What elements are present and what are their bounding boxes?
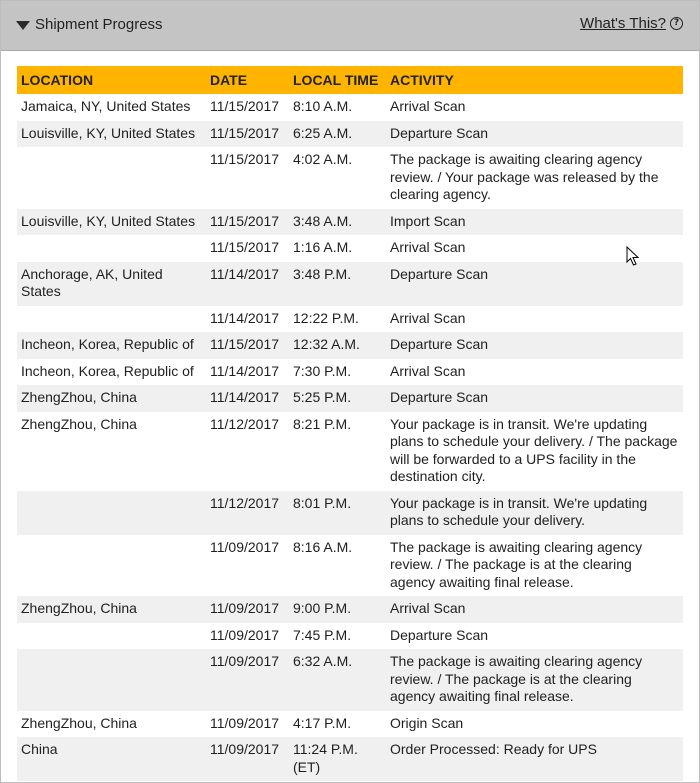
cell-time: 8:16 A.M. — [289, 535, 386, 597]
column-header-local-time: LOCAL TIME — [289, 66, 386, 94]
cell-activity: Your package is in transit. We're updating plans to schedule your delivery. / The package will be forwarded to a UPS facility in the destination city. — [386, 412, 683, 491]
table-row — [17, 491, 683, 535]
panel-header — [1, 1, 699, 51]
cell-activity: Departure Scan — [386, 332, 683, 359]
cell-date: 11/09/2017 — [206, 737, 289, 781]
cell-time: 4:17 P.M. — [289, 711, 386, 738]
cell-date: 11/14/2017 — [206, 262, 289, 306]
table-row — [17, 412, 683, 491]
cell-date: 11/15/2017 — [206, 332, 289, 359]
cell-date: 11/14/2017 — [206, 306, 289, 333]
cell-time: 3:48 A.M. — [289, 209, 386, 236]
shipment-progress-table — [17, 66, 683, 781]
cell-activity: Departure Scan — [386, 385, 683, 412]
cell-date: 11/15/2017 — [206, 94, 289, 121]
cell-location — [17, 147, 206, 209]
table-row — [17, 262, 683, 306]
cell-activity: Arrival Scan — [386, 359, 683, 386]
cell-date: 11/14/2017 — [206, 359, 289, 386]
cell-location — [17, 535, 206, 597]
cell-activity: The package is awaiting clearing agency review. / Your package was released by the clearing agency. — [386, 147, 683, 209]
cell-location — [17, 235, 206, 262]
cell-date: 11/12/2017 — [206, 491, 289, 535]
table-row — [17, 306, 683, 333]
cell-location: Louisville, KY, United States — [17, 209, 206, 236]
cell-date: 11/09/2017 — [206, 596, 289, 623]
cell-time: 3:48 P.M. — [289, 262, 386, 306]
cell-activity: Arrival Scan — [386, 596, 683, 623]
table-row — [17, 737, 683, 781]
cell-activity: Import Scan — [386, 209, 683, 236]
cell-location: Jamaica, NY, United States — [17, 94, 206, 121]
cell-location: ZhengZhou, China — [17, 596, 206, 623]
cell-date: 11/12/2017 — [206, 412, 289, 491]
column-header-activity: ACTIVITY — [386, 66, 683, 94]
cell-date: 11/15/2017 — [206, 209, 289, 236]
table-row — [17, 385, 683, 412]
table-row — [17, 649, 683, 711]
mouse-cursor-icon — [626, 246, 640, 266]
cell-time: 9:00 P.M. — [289, 596, 386, 623]
column-header-location: LOCATION — [17, 66, 206, 94]
cell-activity: Arrival Scan — [386, 235, 683, 262]
cell-time: 1:16 A.M. — [289, 235, 386, 262]
whats-this-link[interactable]: What's This? — [580, 15, 666, 32]
cell-location: ZhengZhou, China — [17, 412, 206, 491]
cell-activity: Arrival Scan — [386, 306, 683, 333]
cell-location: China — [17, 737, 206, 781]
column-header-date: DATE — [206, 66, 289, 94]
cell-activity: Departure Scan — [386, 121, 683, 148]
shipment-progress-toggle[interactable] — [16, 16, 163, 33]
table-row — [17, 147, 683, 209]
cell-location: Louisville, KY, United States — [17, 121, 206, 148]
cell-time: 4:02 A.M. — [289, 147, 386, 209]
cell-activity: Your package is in transit. We're updating plans to schedule your delivery. — [386, 491, 683, 535]
cell-activity: Arrival Scan — [386, 94, 683, 121]
panel-title: Shipment Progress — [35, 16, 163, 33]
cell-time: 6:32 A.M. — [289, 649, 386, 711]
cell-location — [17, 649, 206, 711]
table-row — [17, 94, 683, 121]
cell-time: 7:45 P.M. — [289, 623, 386, 650]
cell-activity: The package is awaiting clearing agency review. / The package is at the clearing agency awaiting final release. — [386, 535, 683, 597]
cell-date: 11/15/2017 — [206, 121, 289, 148]
cell-time: 8:10 A.M. — [289, 94, 386, 121]
table-row — [17, 209, 683, 236]
table-row — [17, 596, 683, 623]
cell-activity: The package is awaiting clearing agency review. / The package is at the clearing agency awaiting final release. — [386, 649, 683, 711]
table-row — [17, 711, 683, 738]
cell-date: 11/09/2017 — [206, 623, 289, 650]
cell-date: 11/15/2017 — [206, 147, 289, 209]
table-row — [17, 121, 683, 148]
table-row — [17, 623, 683, 650]
cell-location: Incheon, Korea, Republic of — [17, 359, 206, 386]
question-circle-icon[interactable]: ? — [670, 17, 683, 30]
cell-location — [17, 491, 206, 535]
whats-this-help[interactable] — [580, 15, 683, 32]
cell-location: Anchorage, AK, United States — [17, 262, 206, 306]
cell-location: ZhengZhou, China — [17, 385, 206, 412]
shipment-progress-table-wrap — [17, 66, 683, 781]
cell-time: 8:01 P.M. — [289, 491, 386, 535]
cell-time: 11:24 P.M. (ET) — [289, 737, 386, 781]
cell-location: ZhengZhou, China — [17, 711, 206, 738]
table-row — [17, 535, 683, 597]
cell-location — [17, 623, 206, 650]
cell-location: Incheon, Korea, Republic of — [17, 332, 206, 359]
cell-activity: Order Processed: Ready for UPS — [386, 737, 683, 781]
cell-date: 11/14/2017 — [206, 385, 289, 412]
cell-activity: Origin Scan — [386, 711, 683, 738]
cell-time: 8:21 P.M. — [289, 412, 386, 491]
table-header-row — [17, 66, 683, 94]
caret-down-icon — [16, 21, 30, 30]
cell-date: 11/09/2017 — [206, 535, 289, 597]
cell-time: 12:32 A.M. — [289, 332, 386, 359]
cell-time: 12:22 P.M. — [289, 306, 386, 333]
table-row — [17, 235, 683, 262]
cell-time: 5:25 P.M. — [289, 385, 386, 412]
cell-date: 11/15/2017 — [206, 235, 289, 262]
cell-activity: Departure Scan — [386, 623, 683, 650]
table-row — [17, 359, 683, 386]
cell-time: 7:30 P.M. — [289, 359, 386, 386]
cell-date: 11/09/2017 — [206, 649, 289, 711]
cell-location — [17, 306, 206, 333]
table-row — [17, 332, 683, 359]
cell-date: 11/09/2017 — [206, 711, 289, 738]
cell-activity: Departure Scan — [386, 262, 683, 306]
cell-time: 6:25 A.M. — [289, 121, 386, 148]
